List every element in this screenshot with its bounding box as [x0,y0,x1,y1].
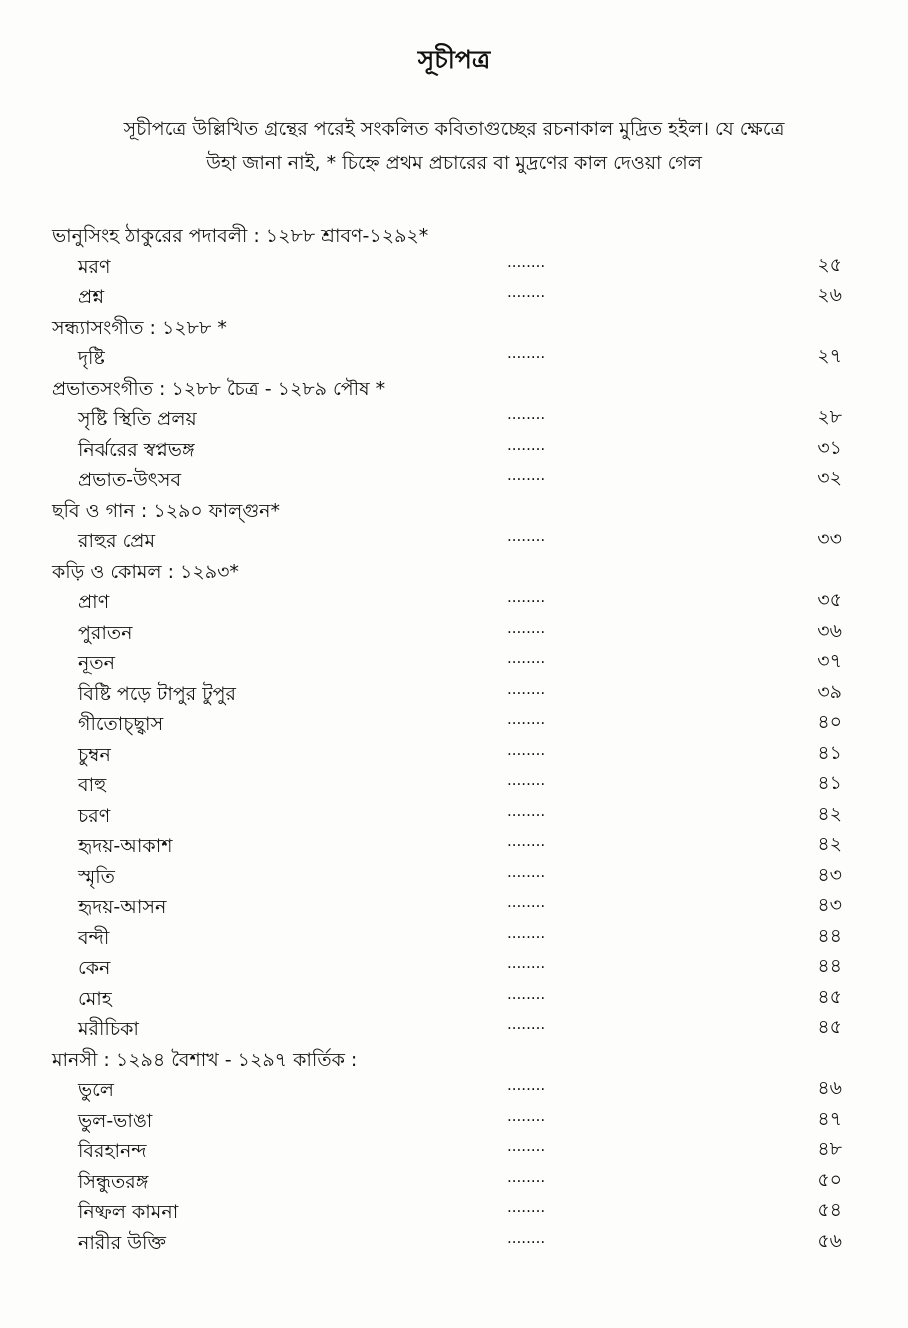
leader-dots: ........ [507,801,546,820]
toc-entry [52,1072,842,1103]
toc-entry [52,584,842,615]
intro-note [0,112,908,180]
toc-entry [52,828,842,859]
toc-entry [52,859,842,890]
toc-section-heading [52,371,842,402]
entry-title: নারীর উক্তি [78,1231,166,1254]
leader-dots: ........ [507,466,546,484]
entry-title: বন্দী [78,926,110,949]
page-number: ৪৩ [817,863,842,886]
toc-entry [52,340,842,371]
toc-section-heading [52,1042,842,1073]
toc-entry [52,279,842,310]
page-number: ৫৪ [817,1199,842,1221]
section-title: ভানুসিংহ ঠাকুরের পদাবলী : ১২৮৮ শ্রাবণ-১২৯২* [52,225,429,247]
entry-title: মরীচিকা [78,1018,139,1040]
toc-entry [52,432,842,463]
leader-dots: ........ [507,771,546,789]
entry-title: চুম্বন [78,743,111,766]
entry-title: ভুল-ভাঙা [78,1109,153,1132]
entry-title: প্রশ্ন [78,286,105,308]
section-title: কড়ি ও কোমল : ১২৯৩* [52,560,239,583]
leader-dots: ........ [507,893,546,911]
toc-entry [52,950,842,981]
entry-title: চরণ [78,804,111,827]
page-number: ৪৪ [817,955,842,977]
toc-section-heading [52,554,842,585]
leader-dots: ........ [507,984,546,1003]
entry-title: নূতন [78,652,115,674]
page-number: ৪২ [817,833,842,855]
section-title: মানসী : ১২৯৪ বৈশাখ - ১২৯৭ কার্তিক : [52,1048,358,1071]
leader-dots: ........ [507,435,546,454]
entry-title: নির্ঝরের স্বপ্নভঙ্গ [78,438,195,461]
page-number: ৩৭ [817,650,842,672]
page-number: ৪৩ [817,894,842,916]
section-title: ছবি ও গান : ১২৯০ ফাল্গুন* [52,499,281,522]
toc-entry [52,1103,842,1134]
entry-title: স্মৃতি [78,865,115,888]
toc-entry [52,1225,842,1256]
leader-dots: ........ [507,923,546,942]
toc-entry [52,645,842,676]
toc-entry [52,249,842,280]
toc-entry [52,889,842,920]
leader-dots: ........ [507,862,546,881]
section-title: প্রভাতসংগীত : ১২৮৮ চৈত্র - ১২৮৯ পৌষ * [52,377,386,400]
toc-section-heading [52,310,842,341]
page-number: ৪৭ [817,1107,842,1130]
leader-dots: ........ [507,679,546,698]
leader-dots: ........ [507,710,546,728]
leader-dots: ........ [507,1198,546,1216]
page-number: ২৬ [817,284,842,306]
toc-entry [52,920,842,951]
page-number: ২৫ [817,253,842,276]
entry-title: বিরহানন্দ [78,1140,147,1162]
toc-entry [52,1133,842,1164]
page-number: ৩৬ [817,619,842,642]
toc-entry [52,1164,842,1195]
entry-title: কেন [78,957,111,979]
entry-title: সিন্ধুতরঙ্গ [78,1170,149,1193]
page-number: ৩৩ [817,528,842,550]
entry-title: সৃষ্টি স্থিতি প্রলয় [78,408,197,430]
entry-title: রাহুর প্রেম [78,530,156,552]
page-number: ২৮ [817,406,842,428]
toc-entry [52,462,842,493]
toc-entry [52,767,842,798]
leader-dots: ........ [507,527,546,545]
toc-section-heading [52,493,842,524]
leader-dots: ........ [507,252,546,271]
leader-dots: ........ [507,344,546,362]
leader-dots: ........ [507,1076,546,1094]
page-number: ৪৪ [817,924,842,947]
toc-entry [52,706,842,737]
leader-dots: ........ [507,405,546,423]
page-number: ৪৮ [817,1138,842,1160]
leader-dots: ........ [507,954,546,972]
entry-title: পুরাতন [78,621,133,644]
page-number: ৩২ [817,467,842,489]
page-number: ২৭ [817,345,842,367]
leader-dots: ........ [507,740,546,759]
table-of-contents [52,218,842,1255]
toc-entry [52,615,842,646]
entry-title: হৃদয়-আকাশ [78,835,173,857]
leader-dots: ........ [507,832,546,850]
entry-title: বিষ্টি পড়ে টাপুর টুপুর [78,682,236,705]
page-number: ৩১ [817,436,842,459]
entry-title: প্রাণ [78,591,110,613]
page-number: ৪২ [817,802,842,825]
entry-title: বাহু [78,774,107,796]
toc-entry [52,676,842,707]
toc-entry [52,981,842,1012]
page-number: ৫০ [817,1168,842,1191]
toc-entry [52,1011,842,1042]
entry-title: মোহ [78,987,112,1010]
page-number: ৪৫ [817,985,842,1008]
leader-dots: ........ [507,618,546,637]
entry-title: দৃষ্টি [78,347,105,369]
intro-line-2: উহা জানা নাই, * চিহ্নে প্রথম প্রচারের বা মুদ্রণের কাল দেওয়া গেল [206,152,702,174]
entry-title: নিষ্ফল কামনা [78,1201,179,1223]
toc-entry [52,737,842,768]
leader-dots: ........ [507,1137,546,1155]
leader-dots: ........ [507,649,546,667]
leader-dots: ........ [507,1228,546,1247]
leader-dots: ........ [507,1015,546,1033]
page-number: ৪০ [817,711,842,733]
leader-dots: ........ [507,283,546,301]
page-number: ৪৬ [817,1077,842,1099]
page-number: ৪১ [817,741,842,764]
toc-entry [52,401,842,432]
entry-title: মরণ [78,255,111,278]
leader-dots: ........ [507,1106,546,1125]
entry-title: ভুলে [78,1079,114,1101]
intro-line-1: সূচীপত্রে উল্লিখিত গ্রন্থের পরেই সংকলিত কবিতাগুচ্ছের রচনাকাল মুদ্রিত হইল। যে ক্ষেত্রে [123,118,785,140]
page-title: সূচীপত্র [417,45,491,74]
entry-title: প্রভাত-উৎসব [78,469,182,491]
page-number: ৪৫ [817,1016,842,1038]
toc-entry [52,798,842,829]
leader-dots: ........ [507,588,546,606]
toc-entry [52,523,842,554]
page-number: ৪১ [817,772,842,794]
page-number: ৩৯ [817,680,842,703]
toc-section-heading [52,218,842,249]
entry-title: গীতোচ্ছ্বাস [78,713,164,735]
section-title: সন্ধ্যাসংগীত : ১২৮৮ * [52,316,227,339]
page-number: ৫৬ [817,1229,842,1252]
page-number: ৩৫ [817,589,842,611]
toc-entry [52,1194,842,1225]
entry-title: হৃদয়-আসন [78,896,167,918]
leader-dots: ........ [507,1167,546,1186]
